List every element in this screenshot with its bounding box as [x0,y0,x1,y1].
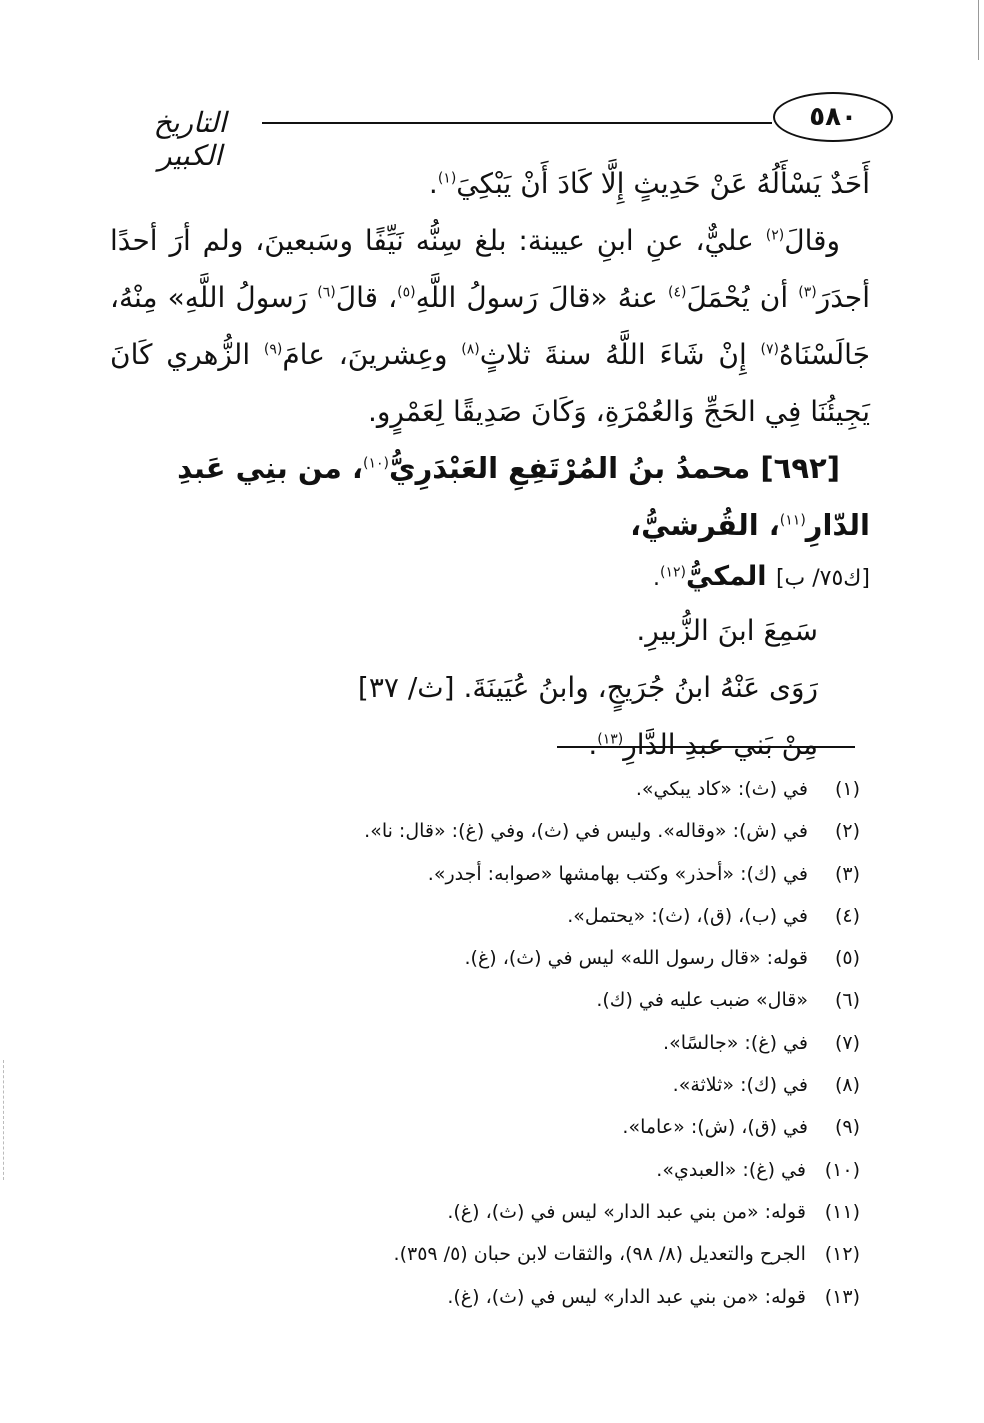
footnote-text: في (ك): «أحذر» وكتب بهامشها «صوابه: أجدر». [427,862,808,885]
footnote [240,1149,860,1191]
text-run: عنهُ «قالَ رَسولُ اللَّهِ [415,281,668,314]
text-line [110,155,870,212]
footnote-text: «قال» ضبب عليه في (ك). [596,989,808,1012]
footnote-ref: (١٠) [363,455,389,472]
entry-heading [110,440,870,554]
text-run: . [428,167,438,200]
text-run: وقالَ [784,224,840,257]
text-run: رَسولُ اللَّهِ» مِنْهُ، جَالَسْنَاهُ [110,281,870,371]
footnote-text: في (غ): «جالسًا». [663,1031,808,1054]
text-run: وعِشرينَ، عامَ [282,338,462,371]
header-rule [262,122,772,124]
footnote-text: الجرح والتعديل (٨/ ٩٨)، والثقات لابن حبان (٥/ ٣٥٩). [393,1243,806,1266]
footnote-number: (١٢) [824,1243,860,1266]
footnote-text: في (ش): «وقاله». وليس في (ث)، وفي (غ): «قال: نا». [364,820,808,843]
manuscript-ref: [ك٧٥/ ب] [775,566,870,591]
footnote [240,937,860,979]
footnote [240,979,860,1021]
text-run: مِنْ بَني عبدِ الدَّارِ [623,728,818,761]
footnote [240,768,860,810]
text-run: سَمِعَ ابنَ الزُّبيرِ. [636,614,818,647]
text-run: ، من بنِي عَبدِ الدّارِ [177,451,870,542]
footnote-ref: (٧) [760,341,779,358]
footnote-number: (٢) [834,820,860,843]
text-run: أن يُحْمَلَ [686,281,799,314]
footnote-ref: (٢) [765,227,785,244]
footnote-number: (١٠) [824,1158,860,1181]
footnote-number: (٤) [834,904,860,927]
paragraph [110,212,870,440]
entry-name: محمدُ بنُ المُرْتَفِعِ العَبْدَرِيُّ [388,451,761,485]
page-edge-marks [3,1060,6,1180]
text-line [110,659,870,716]
footnote-number: (٩) [834,1116,860,1139]
footnote-number: (٨) [834,1074,860,1097]
footnote [240,1233,860,1275]
footnote-ref: (١) [437,170,457,187]
text-run: ، القُرشيُّ، [630,508,780,542]
footnote-text: في (ك): «ثلاثة». [672,1074,808,1097]
footnote-number: (٧) [834,1031,860,1054]
page-number: ٥٨٠ [773,92,893,142]
footnote-ref: (٥) [397,284,416,301]
footnotes [240,768,860,1318]
text-line [110,602,870,659]
footnote-ref: (١٣) [597,731,624,748]
footnote-ref: (٨) [461,341,480,358]
text-run: إِنْ شَاءَ اللَّهُ سنةَ ثلاثٍ [479,338,761,371]
footnote-ref: (١٢) [660,564,687,581]
footnote-number: (١) [834,778,860,800]
running-title: التاريخ الكبير [153,106,227,172]
page-edge-line [978,0,981,60]
footnote-ref: (٣) [798,284,817,301]
text-run: أَحَدٌ يَسْأَلُهُ عَنْ حَدِيثٍ إِلَّا كَادَ أَنْ يَبْكِيَ [456,167,870,200]
main-text [110,155,870,773]
text-run: الزُّهري كَانَ يَجِيئُنَا فِي الحَجِّ وَالعُمْرَةِ، وَكَانَ صَدِيقًا لِعَمْرٍو. [110,338,870,428]
footnote-ref: (١١) [779,512,806,529]
entry-number: [٦٩٢] [760,451,840,485]
footnote [240,1022,860,1064]
footnote-number: (١١) [824,1200,860,1223]
footnote-separator [557,746,855,748]
text-run: عليٌّ، عنِ ابنِ عيينة: بلغ سِنُّه نَيِّفًا وسَبعينَ، ولم أرَ أحدًا أجدَرَ [110,224,871,314]
text-run: ، قالَ [335,281,398,314]
text-run: . [653,566,661,591]
footnote [240,810,860,852]
footnote [240,895,860,937]
footnote-text: في (ث): «كاد يبكي». [635,778,808,800]
footnote-number: (٣) [834,862,860,885]
footnote [240,1064,860,1106]
entry-line2 [110,554,870,602]
footnote-text: في (غ): «العبدي». [656,1158,806,1181]
footnote-ref: (٦) [317,284,336,301]
footnote-text: في (ب)، (ق)، (ث): «يحتمل». [567,904,808,927]
footnote-ref: (٤) [667,284,687,301]
footnote-number: (١٣) [824,1285,860,1308]
footnote [240,1191,860,1233]
footnote-text: قوله: «من بني عبد الدار» ليس في (ث)، (غ). [447,1200,806,1223]
text-line [110,716,870,773]
text-run: . [588,728,598,761]
entry-nisba: المكيُّ [686,561,776,592]
text-run: رَوَى عَنْهُ ابنُ جُرَيجٍ، وابنُ عُيَينَةَ. [ث/ ٣٧] [357,671,818,704]
footnote-number: (٥) [834,947,860,970]
footnote-number: (٦) [834,989,860,1012]
footnote-text: قوله: «من بني عبد الدار» ليس في (ث)، (غ). [447,1285,806,1308]
footnote [240,853,860,895]
footnote-ref: (٩) [263,341,283,358]
footnote [240,1276,860,1318]
footnote-text: في (ق)، (ش): «عاما». [622,1116,808,1139]
footnote-text: قوله: «قال رسول الله» ليس في (ث)، (غ). [464,947,808,970]
footnote [240,1106,860,1148]
